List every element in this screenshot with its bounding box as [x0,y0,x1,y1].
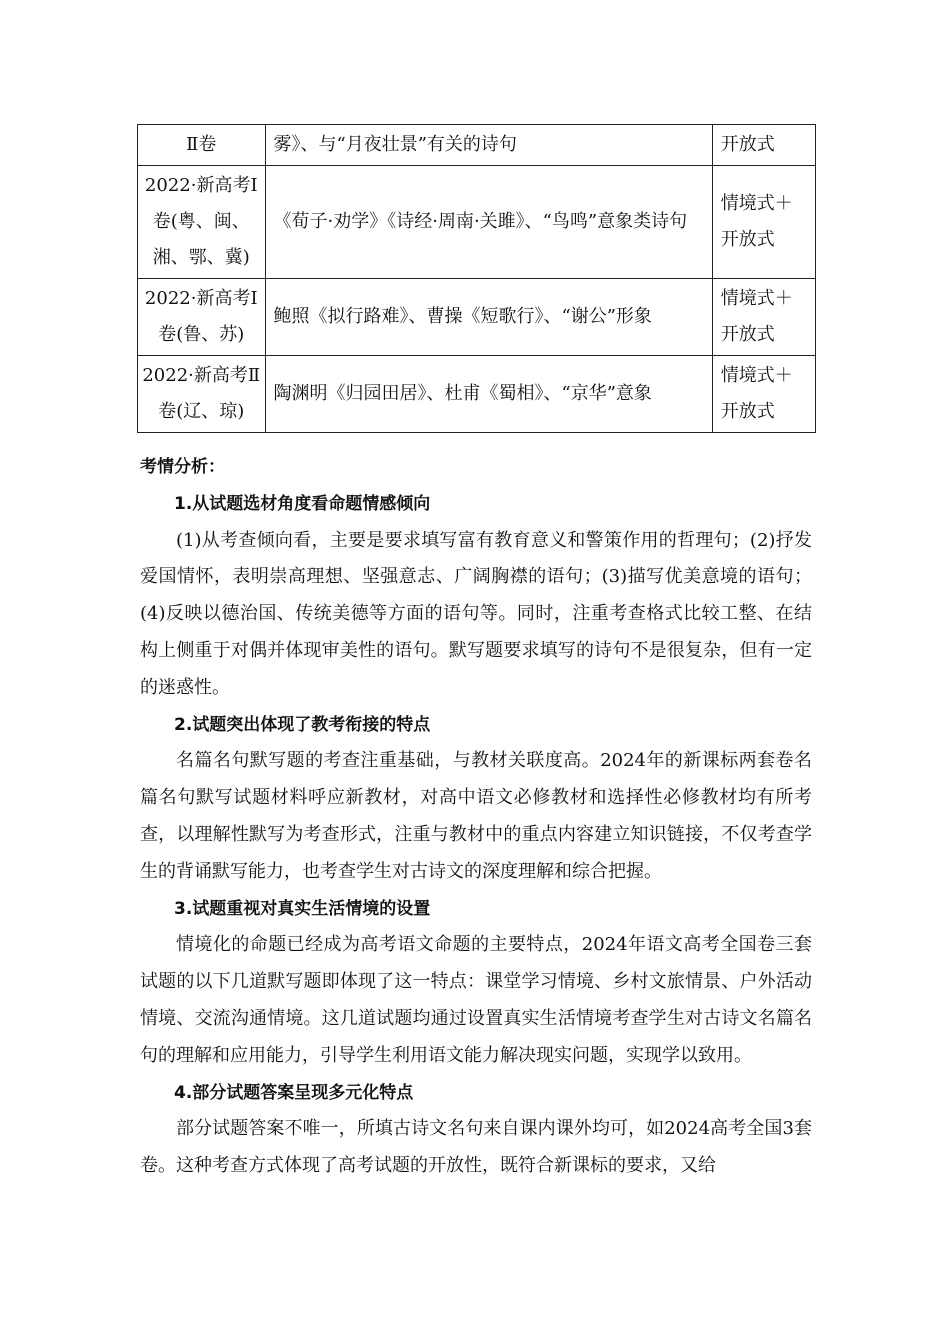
table-row [138,166,816,279]
section-heading: 3.试题重视对真实生活情境的设置 [174,898,431,919]
table-row [138,125,816,166]
section-heading: 1.从试题选材角度看命题情感倾向 [174,493,431,514]
table-cell-type: 开放式 [712,125,815,166]
table-row [138,279,816,356]
table-cell-content: 鲍照《拟行路难》、曹操《短歌行》、“谢公”形象 [265,279,712,356]
table-cell-paper: 2022·新高考Ⅱ卷(辽、琼) [138,356,266,433]
table-cell-paper: 2022·新高考Ⅰ卷(粤、闽、湘、鄂、冀) [138,166,266,279]
section-paragraph: (1)从考查倾向看，主要是要求填写富有教育意义和警策作用的哲理句；(2)抒发爱国情怀，表明崇高理想、坚强意志、广阔胸襟的语句；(3)描写优美意境的语句；(4)反映以德治国、传统美德等方面的语句等。同时，注重考查格式比较工整、在结构上侧重于对偶并体现审美性的语句。默写题要求填写的诗句不是很复杂，但有一定的迷惑性。 [140,529,812,698]
table-cell-type: 情境式＋开放式 [712,279,815,356]
table-cell-type: 情境式＋开放式 [712,356,815,433]
table-cell-paper: Ⅱ卷 [138,125,266,166]
table-row [138,356,816,433]
table-cell-type: 情境式＋开放式 [712,166,815,279]
section-paragraph: 名篇名句默写题的考查注重基础，与教材关联度高。2024年的新课标两套卷名篇名句默写试题材料呼应新教材，对高中语文必修教材和选择性必修教材均有所考查，以理解性默写为考查形式，注重与教材中的重点内容建立知识链接，不仅考查学生的背诵默写能力，也考查学生对古诗文的深度理解和综合把握。 [140,750,812,882]
analysis-label: 考情分析： [140,457,225,477]
table-cell-content: 《荀子·劝学》《诗经·周南·关雎》、“鸟鸣”意象类诗句 [265,166,712,279]
table-cell-content: 雾》、与“月夜壮景”有关的诗句 [265,125,712,166]
table-cell-paper: 2022·新高考Ⅰ卷(鲁、苏) [138,279,266,356]
section-heading: 4.部分试题答案呈现多元化特点 [174,1082,414,1103]
section-heading: 2.试题突出体现了教考衔接的特点 [174,714,431,735]
table-cell-content: 陶渊明《归园田居》、杜甫《蜀相》、“京华”意象 [265,356,712,433]
analysis-section [140,449,812,1185]
section-paragraph: 部分试题答案不唯一，所填古诗文名句来自课内课外均可，如2024高考全国3套卷。这种考查方式体现了高考试题的开放性，既符合新课标的要求，又给 [140,1118,812,1177]
section-paragraph: 情境化的命题已经成为高考语文命题的主要特点，2024年语文高考全国卷三套试题的以下几道默写题即体现了这一特点：课堂学习情境、乡村文旅情景、户外活动情境、交流沟通情境。这几道试题均通过设置真实生活情境考查学生对古诗文名篇名句的理解和应用能力，引导学生利用语文能力解决现实问题，实现学以致用。 [140,934,812,1066]
exam-table [137,124,816,433]
